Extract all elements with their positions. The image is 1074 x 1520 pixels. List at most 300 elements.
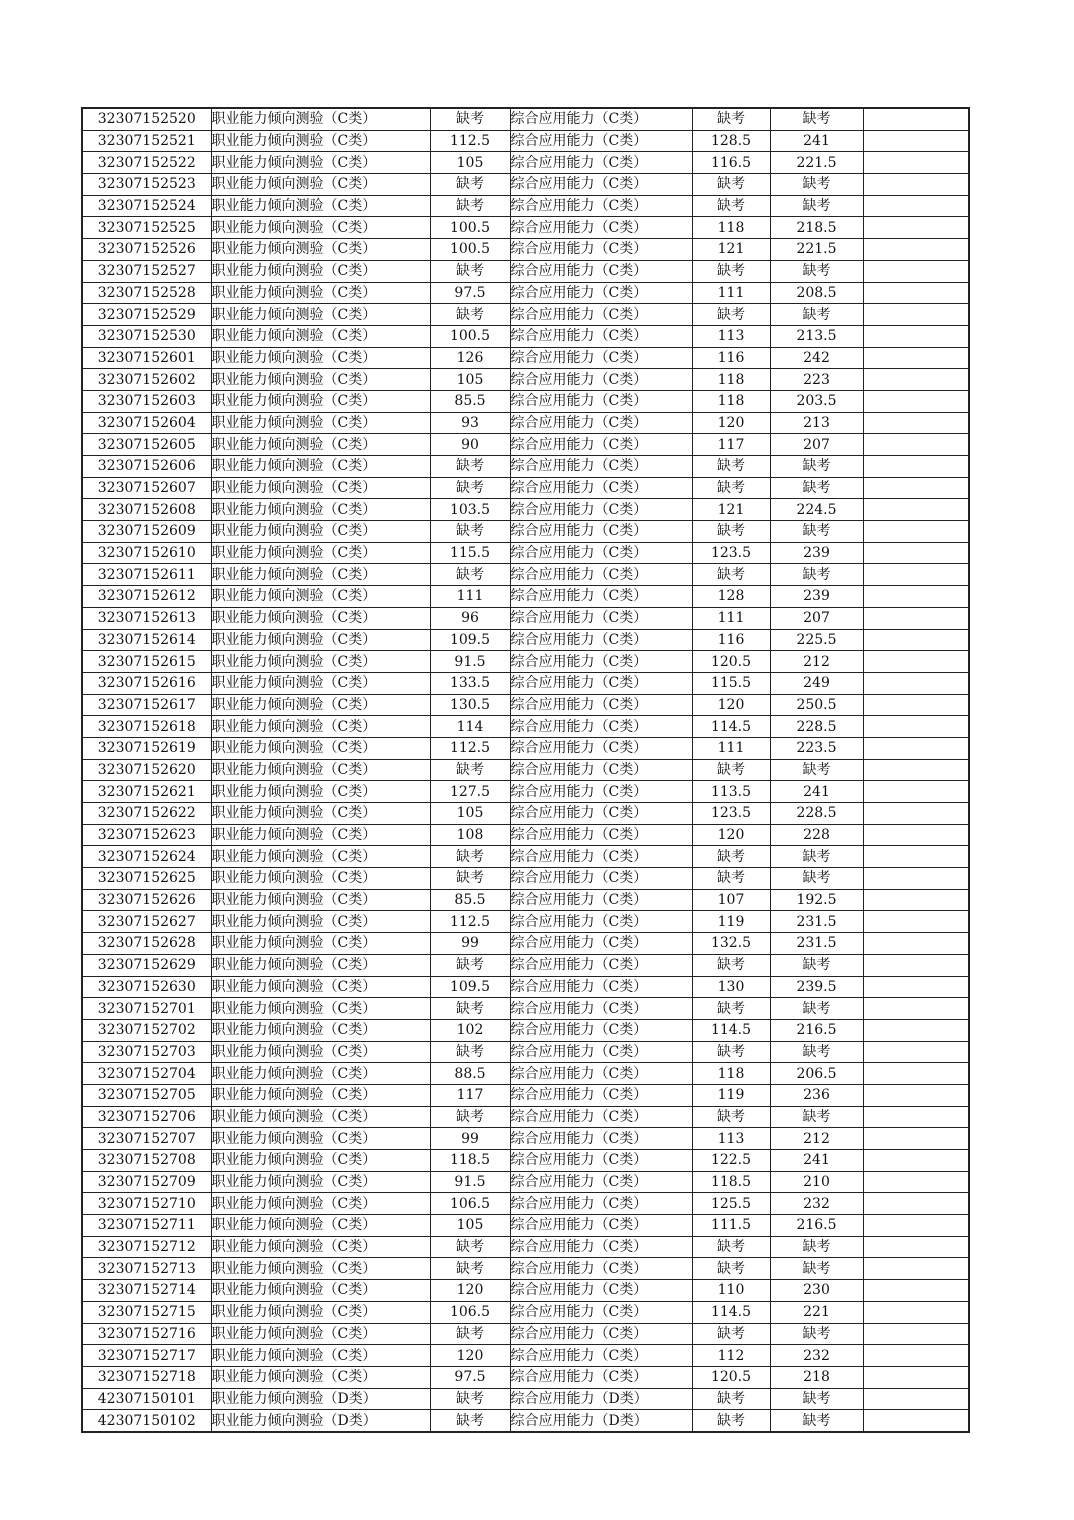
table-row	[82, 889, 969, 911]
total-cell: 213	[770, 412, 863, 434]
table-row	[82, 152, 969, 174]
score1-cell: 90	[430, 434, 510, 456]
score2-cell: 114.5	[692, 1301, 770, 1323]
total-cell: 236	[770, 1084, 863, 1106]
subject1-cell: 职业能力倾向测验（C类）	[211, 1084, 430, 1106]
score1-cell: 133.5	[430, 672, 510, 694]
note-cell	[863, 1019, 969, 1041]
total-cell: 232	[770, 1193, 863, 1215]
candidate-id-cell: 32307152614	[82, 629, 211, 651]
score1-cell: 99	[430, 933, 510, 955]
subject1-cell: 职业能力倾向测验（C类）	[211, 781, 430, 803]
subject1-cell: 职业能力倾向测验（D类）	[211, 1410, 430, 1432]
score2-cell: 114.5	[692, 716, 770, 738]
candidate-id-cell: 32307152524	[82, 195, 211, 217]
subject1-cell: 职业能力倾向测验（C类）	[211, 586, 430, 608]
score2-cell: 缺考	[692, 174, 770, 196]
table-row	[82, 998, 969, 1020]
note-cell	[863, 239, 969, 261]
note-cell	[863, 933, 969, 955]
table-row	[82, 976, 969, 998]
total-cell: 218.5	[770, 217, 863, 239]
candidate-id-cell: 32307152703	[82, 1041, 211, 1063]
subject1-cell: 职业能力倾向测验（C类）	[211, 369, 430, 391]
subject2-cell: 综合应用能力（C类）	[510, 1258, 692, 1280]
subject1-cell: 职业能力倾向测验（C类）	[211, 195, 430, 217]
score1-cell: 缺考	[430, 1041, 510, 1063]
subject1-cell: 职业能力倾向测验（C类）	[211, 1345, 430, 1367]
note-cell	[863, 325, 969, 347]
note-cell	[863, 1215, 969, 1237]
total-cell: 缺考	[770, 954, 863, 976]
table-row	[82, 1236, 969, 1258]
score1-cell: 112.5	[430, 737, 510, 759]
score1-cell: 100.5	[430, 325, 510, 347]
score1-cell: 88.5	[430, 1063, 510, 1085]
total-cell: 208.5	[770, 282, 863, 304]
total-cell: 223.5	[770, 737, 863, 759]
total-cell: 缺考	[770, 759, 863, 781]
score2-cell: 119	[692, 911, 770, 933]
score1-cell: 缺考	[430, 846, 510, 868]
total-cell: 缺考	[770, 1236, 863, 1258]
subject2-cell: 综合应用能力（C类）	[510, 976, 692, 998]
score1-cell: 96	[430, 607, 510, 629]
note-cell	[863, 195, 969, 217]
score1-cell: 105	[430, 369, 510, 391]
score1-cell: 缺考	[430, 1410, 510, 1432]
total-cell: 缺考	[770, 1258, 863, 1280]
total-cell: 缺考	[770, 108, 863, 130]
subject1-cell: 职业能力倾向测验（C类）	[211, 130, 430, 152]
candidate-id-cell: 32307152530	[82, 325, 211, 347]
candidate-id-cell: 32307152628	[82, 933, 211, 955]
score2-cell: 116	[692, 629, 770, 651]
subject1-cell: 职业能力倾向测验（C类）	[211, 542, 430, 564]
score2-cell: 缺考	[692, 1236, 770, 1258]
total-cell: 缺考	[770, 1106, 863, 1128]
score1-cell: 112.5	[430, 130, 510, 152]
note-cell	[863, 716, 969, 738]
subject1-cell: 职业能力倾向测验（C类）	[211, 716, 430, 738]
subject1-cell: 职业能力倾向测验（C类）	[211, 607, 430, 629]
subject1-cell: 职业能力倾向测验（C类）	[211, 152, 430, 174]
total-cell: 218	[770, 1366, 863, 1388]
subject1-cell: 职业能力倾向测验（C类）	[211, 651, 430, 673]
score2-cell: 缺考	[692, 846, 770, 868]
score2-cell: 130	[692, 976, 770, 998]
note-cell	[863, 130, 969, 152]
candidate-id-cell: 32307152708	[82, 1150, 211, 1172]
candidate-id-cell: 32307152710	[82, 1193, 211, 1215]
subject1-cell: 职业能力倾向测验（C类）	[211, 1063, 430, 1085]
candidate-id-cell: 32307152528	[82, 282, 211, 304]
subject1-cell: 职业能力倾向测验（C类）	[211, 1193, 430, 1215]
note-cell	[863, 629, 969, 651]
subject1-cell: 职业能力倾向测验（C类）	[211, 889, 430, 911]
note-cell	[863, 108, 969, 130]
note-cell	[863, 911, 969, 933]
subject1-cell: 职业能力倾向测验（C类）	[211, 803, 430, 825]
score1-cell: 120	[430, 1280, 510, 1302]
subject2-cell: 综合应用能力（C类）	[510, 152, 692, 174]
candidate-id-cell: 32307152714	[82, 1280, 211, 1302]
score1-cell: 115.5	[430, 542, 510, 564]
note-cell	[863, 1063, 969, 1085]
subject1-cell: 职业能力倾向测验（C类）	[211, 108, 430, 130]
total-cell: 249	[770, 672, 863, 694]
score2-cell: 缺考	[692, 1041, 770, 1063]
subject2-cell: 综合应用能力（C类）	[510, 846, 692, 868]
score2-cell: 缺考	[692, 477, 770, 499]
subject2-cell: 综合应用能力（C类）	[510, 998, 692, 1020]
subject1-cell: 职业能力倾向测验（C类）	[211, 412, 430, 434]
table-row	[82, 456, 969, 478]
candidate-id-cell: 32307152607	[82, 477, 211, 499]
total-cell: 239.5	[770, 976, 863, 998]
note-cell	[863, 607, 969, 629]
candidate-id-cell: 42307150102	[82, 1410, 211, 1432]
table-row	[82, 586, 969, 608]
candidate-id-cell: 32307152626	[82, 889, 211, 911]
subject1-cell: 职业能力倾向测验（C类）	[211, 1323, 430, 1345]
table-row	[82, 347, 969, 369]
note-cell	[863, 694, 969, 716]
table-row	[82, 629, 969, 651]
subject2-cell: 综合应用能力（C类）	[510, 911, 692, 933]
score-table	[81, 107, 970, 1433]
score1-cell: 118.5	[430, 1150, 510, 1172]
subject1-cell: 职业能力倾向测验（C类）	[211, 325, 430, 347]
subject1-cell: 职业能力倾向测验（C类）	[211, 521, 430, 543]
subject1-cell: 职业能力倾向测验（C类）	[211, 260, 430, 282]
total-cell: 223	[770, 369, 863, 391]
candidate-id-cell: 32307152604	[82, 412, 211, 434]
candidate-id-cell: 32307152620	[82, 759, 211, 781]
total-cell: 225.5	[770, 629, 863, 651]
table-row	[82, 412, 969, 434]
table-row	[82, 477, 969, 499]
score2-cell: 118	[692, 1063, 770, 1085]
score1-cell: 93	[430, 412, 510, 434]
total-cell: 缺考	[770, 260, 863, 282]
candidate-id-cell: 32307152526	[82, 239, 211, 261]
total-cell: 221.5	[770, 152, 863, 174]
table-row	[82, 1150, 969, 1172]
table-row	[82, 672, 969, 694]
table-row	[82, 1019, 969, 1041]
total-cell: 250.5	[770, 694, 863, 716]
table-row	[82, 1280, 969, 1302]
score1-cell: 97.5	[430, 1366, 510, 1388]
subject2-cell: 综合应用能力（C类）	[510, 586, 692, 608]
score2-cell: 114.5	[692, 1019, 770, 1041]
total-cell: 206.5	[770, 1063, 863, 1085]
note-cell	[863, 174, 969, 196]
note-cell	[863, 1193, 969, 1215]
subject1-cell: 职业能力倾向测验（C类）	[211, 1041, 430, 1063]
score1-cell: 缺考	[430, 998, 510, 1020]
candidate-id-cell: 32307152609	[82, 521, 211, 543]
subject2-cell: 综合应用能力（C类）	[510, 239, 692, 261]
score2-cell: 缺考	[692, 456, 770, 478]
subject1-cell: 职业能力倾向测验（C类）	[211, 1128, 430, 1150]
score2-cell: 111	[692, 607, 770, 629]
subject1-cell: 职业能力倾向测验（C类）	[211, 1215, 430, 1237]
candidate-id-cell: 32307152603	[82, 390, 211, 412]
score2-cell: 缺考	[692, 1106, 770, 1128]
total-cell: 216.5	[770, 1019, 863, 1041]
table-row	[82, 564, 969, 586]
score1-cell: 缺考	[430, 954, 510, 976]
table-row	[82, 499, 969, 521]
table-row	[82, 1345, 969, 1367]
subject2-cell: 综合应用能力（C类）	[510, 1236, 692, 1258]
score2-cell: 118	[692, 217, 770, 239]
table-row	[82, 1084, 969, 1106]
score1-cell: 91.5	[430, 651, 510, 673]
subject1-cell: 职业能力倾向测验（C类）	[211, 1366, 430, 1388]
total-cell: 缺考	[770, 195, 863, 217]
score1-cell: 109.5	[430, 976, 510, 998]
subject2-cell: 综合应用能力（C类）	[510, 1019, 692, 1041]
note-cell	[863, 1084, 969, 1106]
subject2-cell: 综合应用能力（C类）	[510, 434, 692, 456]
subject2-cell: 综合应用能力（C类）	[510, 1171, 692, 1193]
score2-cell: 116	[692, 347, 770, 369]
score1-cell: 105	[430, 803, 510, 825]
subject1-cell: 职业能力倾向测验（C类）	[211, 1150, 430, 1172]
note-cell	[863, 1150, 969, 1172]
subject2-cell: 综合应用能力（C类）	[510, 217, 692, 239]
candidate-id-cell: 32307152707	[82, 1128, 211, 1150]
score2-cell: 112	[692, 1345, 770, 1367]
table-row	[82, 130, 969, 152]
table-row	[82, 282, 969, 304]
note-cell	[863, 1410, 969, 1432]
score2-cell: 缺考	[692, 1388, 770, 1410]
total-cell: 缺考	[770, 868, 863, 890]
score1-cell: 缺考	[430, 304, 510, 326]
subject1-cell: 职业能力倾向测验（C类）	[211, 1258, 430, 1280]
score1-cell: 100.5	[430, 239, 510, 261]
score1-cell: 99	[430, 1128, 510, 1150]
candidate-id-cell: 32307152624	[82, 846, 211, 868]
table-row	[82, 607, 969, 629]
subject1-cell: 职业能力倾向测验（C类）	[211, 954, 430, 976]
total-cell: 210	[770, 1171, 863, 1193]
table-row	[82, 1193, 969, 1215]
table-row	[82, 933, 969, 955]
score1-cell: 114	[430, 716, 510, 738]
note-cell	[863, 846, 969, 868]
candidate-id-cell: 32307152610	[82, 542, 211, 564]
candidate-id-cell: 32307152612	[82, 586, 211, 608]
total-cell: 缺考	[770, 846, 863, 868]
candidate-id-cell: 32307152712	[82, 1236, 211, 1258]
score2-cell: 113	[692, 1128, 770, 1150]
subject2-cell: 综合应用能力（C类）	[510, 542, 692, 564]
table-row	[82, 716, 969, 738]
score1-cell: 102	[430, 1019, 510, 1041]
note-cell	[863, 976, 969, 998]
candidate-id-cell: 32307152605	[82, 434, 211, 456]
candidate-id-cell: 32307152522	[82, 152, 211, 174]
score1-cell: 缺考	[430, 1388, 510, 1410]
note-cell	[863, 651, 969, 673]
note-cell	[863, 1366, 969, 1388]
score1-cell: 106.5	[430, 1301, 510, 1323]
table-row	[82, 803, 969, 825]
candidate-id-cell: 32307152529	[82, 304, 211, 326]
subject2-cell: 综合应用能力（C类）	[510, 456, 692, 478]
note-cell	[863, 477, 969, 499]
total-cell: 缺考	[770, 1410, 863, 1432]
score2-cell: 120	[692, 694, 770, 716]
table-row	[82, 737, 969, 759]
subject1-cell: 职业能力倾向测验（C类）	[211, 759, 430, 781]
note-cell	[863, 542, 969, 564]
subject2-cell: 综合应用能力（C类）	[510, 629, 692, 651]
candidate-id-cell: 32307152701	[82, 998, 211, 1020]
total-cell: 缺考	[770, 1388, 863, 1410]
subject2-cell: 综合应用能力（C类）	[510, 108, 692, 130]
table-row	[82, 1323, 969, 1345]
subject2-cell: 综合应用能力（C类）	[510, 1063, 692, 1085]
subject1-cell: 职业能力倾向测验（C类）	[211, 1236, 430, 1258]
subject2-cell: 综合应用能力（C类）	[510, 1150, 692, 1172]
subject2-cell: 综合应用能力（C类）	[510, 803, 692, 825]
score2-cell: 128	[692, 586, 770, 608]
table-row	[82, 694, 969, 716]
score2-cell: 121	[692, 239, 770, 261]
note-cell	[863, 781, 969, 803]
score1-cell: 缺考	[430, 1258, 510, 1280]
score1-cell: 103.5	[430, 499, 510, 521]
candidate-id-cell: 42307150101	[82, 1388, 211, 1410]
score2-cell: 缺考	[692, 1323, 770, 1345]
subject2-cell: 综合应用能力（C类）	[510, 325, 692, 347]
score1-cell: 120	[430, 1345, 510, 1367]
subject2-cell: 综合应用能力（C类）	[510, 282, 692, 304]
candidate-id-cell: 32307152622	[82, 803, 211, 825]
total-cell: 缺考	[770, 1041, 863, 1063]
total-cell: 241	[770, 130, 863, 152]
score1-cell: 85.5	[430, 390, 510, 412]
note-cell	[863, 499, 969, 521]
subject1-cell: 职业能力倾向测验（C类）	[211, 174, 430, 196]
table-row	[82, 260, 969, 282]
note-cell	[863, 456, 969, 478]
note-cell	[863, 304, 969, 326]
note-cell	[863, 1323, 969, 1345]
subject2-cell: 综合应用能力（C类）	[510, 824, 692, 846]
table-row	[82, 1388, 969, 1410]
total-cell: 230	[770, 1280, 863, 1302]
score2-cell: 113	[692, 325, 770, 347]
candidate-id-cell: 32307152715	[82, 1301, 211, 1323]
table-row	[82, 868, 969, 890]
subject2-cell: 综合应用能力（C类）	[510, 781, 692, 803]
score1-cell: 127.5	[430, 781, 510, 803]
note-cell	[863, 434, 969, 456]
table-row	[82, 217, 969, 239]
score1-cell: 缺考	[430, 174, 510, 196]
score2-cell: 118.5	[692, 1171, 770, 1193]
subject2-cell: 综合应用能力（C类）	[510, 1280, 692, 1302]
subject1-cell: 职业能力倾向测验（C类）	[211, 347, 430, 369]
table-row	[82, 759, 969, 781]
subject1-cell: 职业能力倾向测验（C类）	[211, 239, 430, 261]
score1-cell: 缺考	[430, 868, 510, 890]
note-cell	[863, 521, 969, 543]
note-cell	[863, 412, 969, 434]
subject2-cell: 综合应用能力（C类）	[510, 607, 692, 629]
subject1-cell: 职业能力倾向测验（C类）	[211, 499, 430, 521]
subject1-cell: 职业能力倾向测验（C类）	[211, 737, 430, 759]
subject2-cell: 综合应用能力（C类）	[510, 933, 692, 955]
subject2-cell: 综合应用能力（C类）	[510, 369, 692, 391]
total-cell: 228	[770, 824, 863, 846]
score2-cell: 132.5	[692, 933, 770, 955]
candidate-id-cell: 32307152705	[82, 1084, 211, 1106]
subject2-cell: 综合应用能力（C类）	[510, 1193, 692, 1215]
subject1-cell: 职业能力倾向测验（C类）	[211, 217, 430, 239]
subject2-cell: 综合应用能力（C类）	[510, 130, 692, 152]
total-cell: 212	[770, 651, 863, 673]
score1-cell: 缺考	[430, 521, 510, 543]
table-row	[82, 369, 969, 391]
note-cell	[863, 1106, 969, 1128]
candidate-id-cell: 32307152629	[82, 954, 211, 976]
table-row	[82, 1366, 969, 1388]
score2-cell: 111	[692, 282, 770, 304]
score1-cell: 112.5	[430, 911, 510, 933]
subject2-cell: 综合应用能力（C类）	[510, 1106, 692, 1128]
candidate-id-cell: 32307152618	[82, 716, 211, 738]
candidate-id-cell: 32307152617	[82, 694, 211, 716]
subject1-cell: 职业能力倾向测验（C类）	[211, 911, 430, 933]
subject2-cell: 综合应用能力（C类）	[510, 564, 692, 586]
score2-cell: 120	[692, 824, 770, 846]
total-cell: 239	[770, 542, 863, 564]
score2-cell: 缺考	[692, 108, 770, 130]
score2-cell: 128.5	[692, 130, 770, 152]
total-cell: 207	[770, 607, 863, 629]
score1-cell: 缺考	[430, 1106, 510, 1128]
candidate-id-cell: 32307152630	[82, 976, 211, 998]
score1-cell: 缺考	[430, 260, 510, 282]
total-cell: 缺考	[770, 564, 863, 586]
subject1-cell: 职业能力倾向测验（C类）	[211, 1019, 430, 1041]
score1-cell: 100.5	[430, 217, 510, 239]
score2-cell: 123.5	[692, 803, 770, 825]
note-cell	[863, 152, 969, 174]
subject2-cell: 综合应用能力（D类）	[510, 1388, 692, 1410]
subject2-cell: 综合应用能力（C类）	[510, 304, 692, 326]
candidate-id-cell: 32307152623	[82, 824, 211, 846]
subject2-cell: 综合应用能力（D类）	[510, 1410, 692, 1432]
score2-cell: 缺考	[692, 759, 770, 781]
note-cell	[863, 217, 969, 239]
score2-cell: 缺考	[692, 564, 770, 586]
table-row	[82, 1041, 969, 1063]
table-row	[82, 1128, 969, 1150]
table-row	[82, 911, 969, 933]
subject2-cell: 综合应用能力（C类）	[510, 260, 692, 282]
score2-cell: 117	[692, 434, 770, 456]
subject1-cell: 职业能力倾向测验（C类）	[211, 672, 430, 694]
